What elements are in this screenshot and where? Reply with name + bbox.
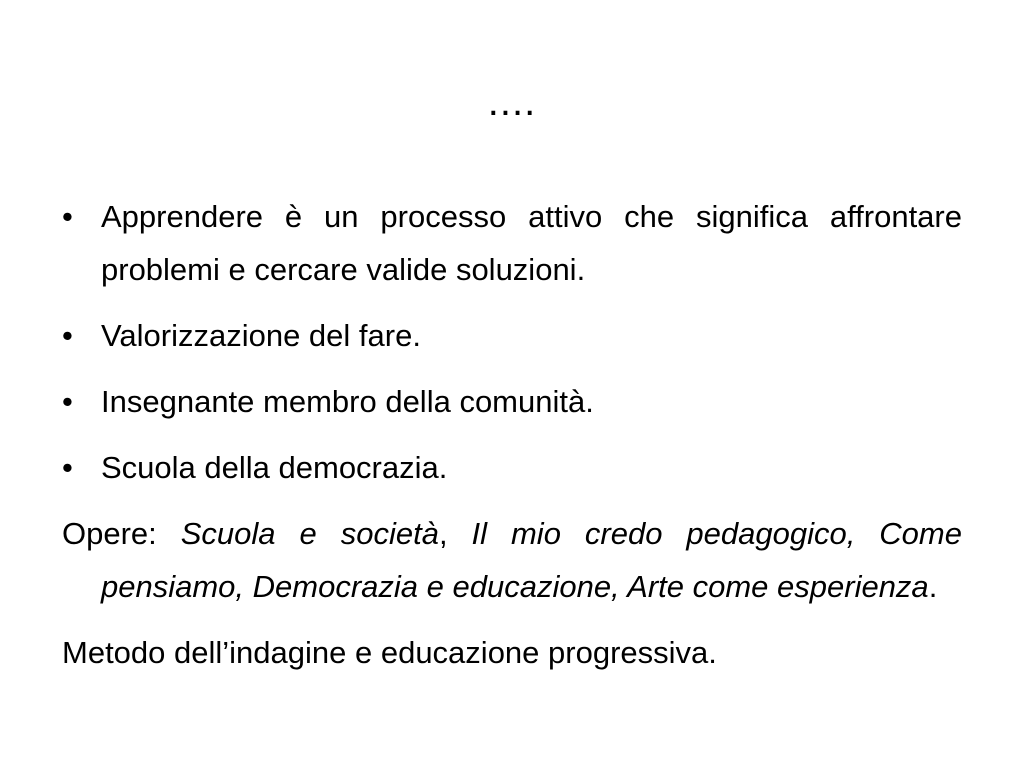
bullet-text: Scuola della democrazia.	[101, 450, 448, 485]
works-separator: ,	[438, 516, 472, 551]
method-paragraph: Metodo dell’indagine e educazione progressiva.	[62, 635, 717, 670]
bullet-item	[62, 190, 962, 296]
works-end: .	[928, 569, 938, 604]
bullet-item	[62, 441, 962, 494]
bullet-icon: •	[62, 199, 73, 234]
bullet-text: Insegnante membro della comunità.	[101, 384, 594, 419]
bullet-icon: •	[62, 384, 73, 419]
bullet-text: Apprendere è un processo attivo che significa affrontare problemi e cercare valide soluzioni.	[101, 199, 962, 287]
bullet-item	[62, 375, 962, 428]
works-label: Opere:	[62, 516, 157, 551]
slide-body	[62, 190, 962, 692]
bullet-item	[62, 309, 962, 362]
bullet-icon: •	[62, 318, 73, 353]
works-titles: Il mio credo pedagogico, Come pensiamo, Democrazia e educazione, Arte come esperienza	[101, 516, 962, 604]
slide-title: ....	[487, 80, 537, 124]
works-paragraph	[62, 507, 962, 613]
bullet-icon: •	[62, 450, 73, 485]
works-title: Scuola e società	[180, 516, 439, 551]
bullet-text: Valorizzazione del fare.	[101, 318, 421, 353]
